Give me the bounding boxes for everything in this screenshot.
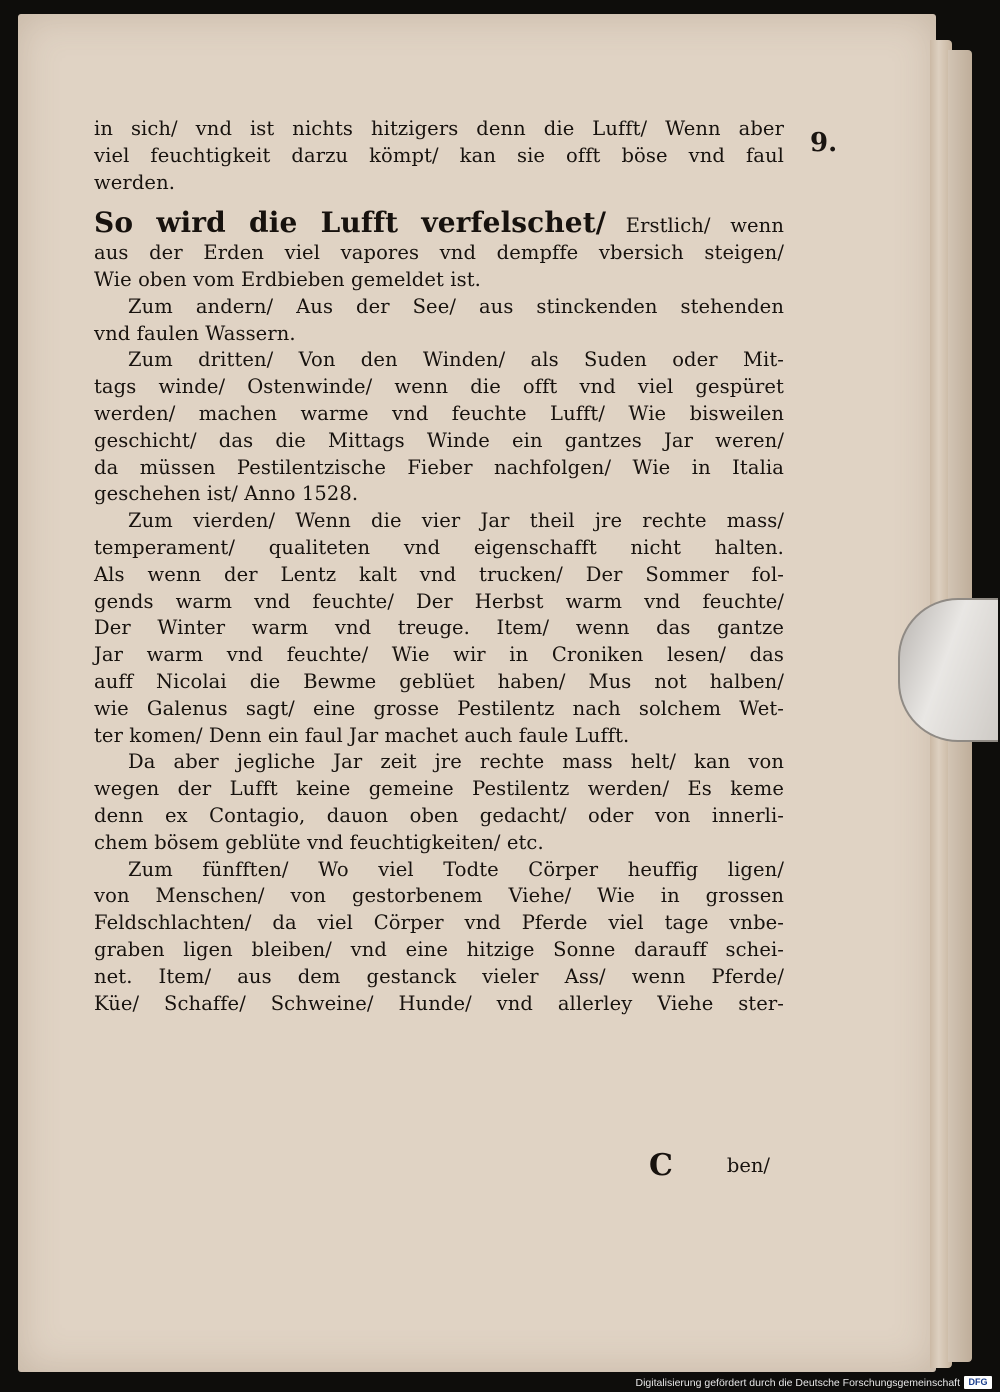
page-number: 9.	[810, 128, 838, 158]
text-line: Feldschlachten/ da viel Cörper vnd Pferde viel tage vnbe-	[94, 911, 784, 935]
paragraph-6	[94, 749, 784, 856]
text-line: in sich/ vnd ist nichts hitzigers denn die Lufft/ Wenn aber	[94, 117, 784, 140]
text-line: Da aber jegliche Jar zeit jre rechte mass helt/ kan von	[128, 750, 784, 774]
text-line: Küe/ Schaffe/ Schweine/ Hunde/ vnd allerley Viehe ster-	[94, 991, 784, 1015]
text-line: aus der Erden viel vapores vnd dempffe vbersich steigen/	[94, 241, 784, 265]
dfg-logo-icon: DFG	[964, 1376, 992, 1389]
footer-bar	[0, 1372, 1000, 1392]
text-line: Zum vierden/ Wenn die vier Jar theil jre rechte mass/	[128, 509, 784, 533]
text-line: ter komen/ Denn ein faul Jar machet auch faule Lufft.	[94, 723, 630, 747]
text-line: geschicht/ das die Mittags Winde ein gantzes Jar weren/	[94, 428, 784, 452]
text-line: Der Winter warm vnd treuge. Item/ wenn das gantze	[94, 616, 784, 640]
text-line: wegen der Lufft keine gemeine Pestilentz werden/ Es keme	[94, 777, 784, 801]
text-line	[94, 206, 784, 240]
signature-mark: C	[649, 1148, 673, 1183]
text-line: werden/ machen warme vnd feuchte Lufft/ Wie bisweilen	[94, 401, 784, 425]
page-foot	[94, 1148, 770, 1182]
text-line: Zum andern/ Aus der See/ aus stinckenden stehenden	[128, 294, 784, 318]
text-line: chem bösem geblüte vnd feuchtigkeiten/ etc.	[94, 830, 544, 854]
text-line: geschehen ist/ Anno 1528.	[94, 482, 359, 506]
text-line: Jar warm vnd feuchte/ Wie wir in Croniken lesen/ das	[94, 643, 784, 667]
initial-heading: So wird die Lufft verfelschet/	[94, 206, 607, 240]
paragraph-5	[94, 508, 784, 749]
text-line: wie Galenus sagt/ eine grosse Pestilentz nach solchem Wet-	[94, 696, 784, 720]
text-line: von Menschen/ von gestorbenem Viehe/ Wie in grossen	[94, 884, 784, 908]
text-line: denn ex Contagio, dauon oben gedacht/ oder von innerli-	[94, 803, 784, 827]
paragraph-7	[94, 857, 784, 1018]
paragraph-2	[94, 206, 784, 293]
funding-credit: Digitalisierung gefördert durch die Deutsche Forschungsgemeinschaft	[635, 1377, 960, 1389]
paragraph-4	[94, 347, 784, 508]
text-line: gends warm vnd feuchte/ Der Herbst warm vnd feuchte/	[94, 589, 784, 613]
text-line: temperament/ qualiteten vnd eigenschafft nicht halten.	[94, 535, 784, 559]
text-line: tags winde/ Ostenwinde/ wenn die offt vnd viel gespüret	[94, 375, 784, 399]
text-line: auff Nicolai die Bewme geblüet haben/ Mus not halben/	[94, 669, 784, 693]
text-line: graben ligen bleiben/ vnd eine hitzige Sonne darauff schei-	[94, 937, 784, 961]
body-text	[94, 116, 784, 1017]
text-line: net. Item/ aus dem gestanck vieler Ass/ wenn Pferde/	[94, 964, 784, 988]
text-line: Als wenn der Lentz kalt vnd trucken/ Der Sommer fol-	[94, 562, 784, 586]
paragraph-3	[94, 294, 784, 348]
text-line: da müssen Pestilentzische Fieber nachfolgen/ Wie in Italia	[94, 455, 784, 479]
text-line: Wie oben vom Erdbieben gemeldet ist.	[94, 267, 481, 291]
text-line: viel feuchtigkeit darzu kömpt/ kan sie offt böse vnd faul	[94, 143, 784, 167]
text-line: Zum dritten/ Von den Winden/ als Suden oder Mit-	[128, 348, 784, 372]
text-line: Zum fünfften/ Wo viel Todte Cörper heuffig ligen/	[128, 857, 784, 881]
text-fragment: Erstlich/ wenn	[606, 214, 784, 238]
paragraph-1	[94, 116, 784, 196]
text-line: vnd faulen Wassern.	[94, 321, 296, 345]
catchword: ben/	[726, 1154, 770, 1177]
text-line: werden.	[94, 170, 176, 194]
page-clip	[898, 598, 998, 742]
